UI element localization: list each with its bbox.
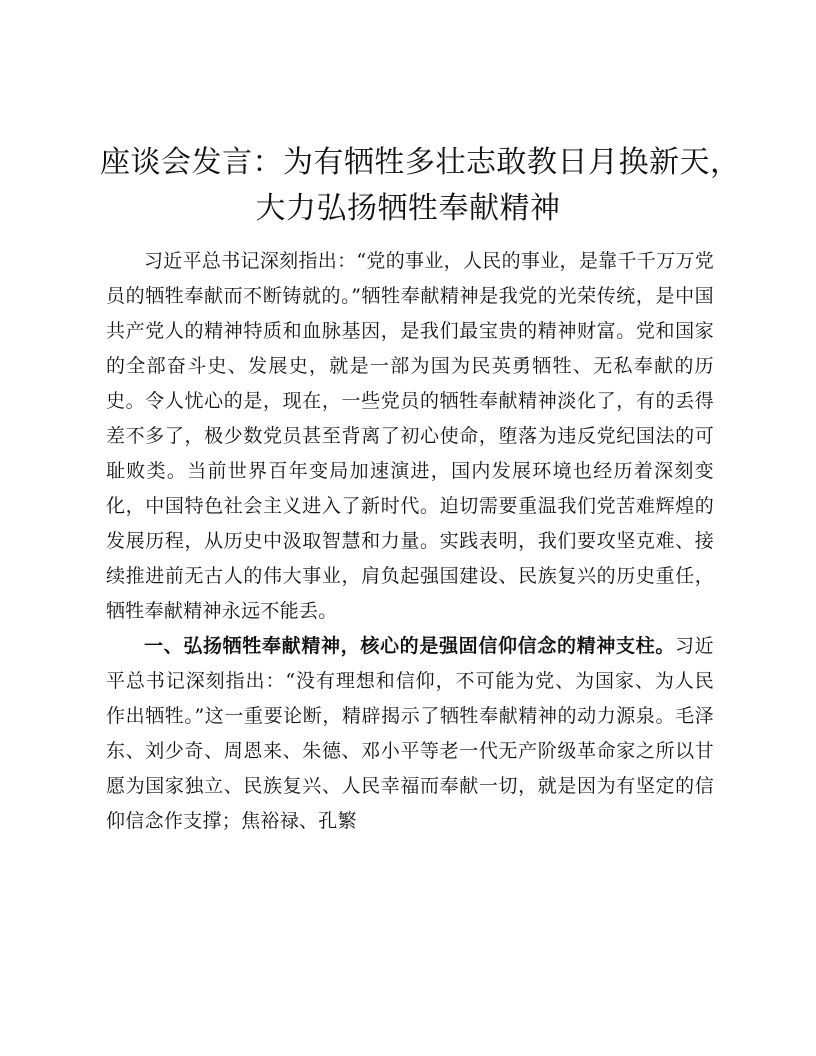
title-line-2: 大力弘扬牺牲奉献精神 [255,191,561,226]
section-1-heading: 一、弘扬牺牲奉献精神，核心的是强固信仰信念的精神支柱。 [144,635,676,657]
title-line-1: 座谈会发言：为有牺牲多壮志敢教日月换新天， [100,145,741,180]
intro-paragraph: 习近平总书记深刻指出：“党的事业，人民的事业，是靠千千万万党员的牺牲奉献而不断铸就的。”牺牲奉献精神是我党的光荣传统，是中国共产党人的精神特质和血脉基因，是我们最宝贵的精神财富。党和国家的全部奋斗史、发展史，就是一部为国为民英勇牺牲、无私奉献的历史。令人忧心的是，现在，一些党员的牺牲奉献精神淡化了，有的丢得差不多了，极少数党员甚至背离了初心使命，堕落为违反党纪国法的可耻败类。当前世界百年变局加速演进，国内发展环境也经历着深刻变化，中国特色社会主义进入了新时代。迫切需要重温我们党苦难辉煌的发展历程，从历史中汲取智慧和力量。实践表明，我们要攻坚克难、接续推进前无古人的伟大事业，肩负起强国建设、民族复兴的历史重任，牺牲奉献精神永远不能丢。 [106,250,714,622]
document-body [106,244,714,839]
document-title [100,140,741,232]
section-1-paragraph [106,629,714,839]
section-1-text: 习近平总书记深刻指出：“没有理想和信仰，不可能为党、为国家、为人民作出牺牲。”这一重要论断，精辟揭示了牺牲奉献精神的动力源泉。毛泽东、刘少奇、周恩来、朱德、邓小平等老一代无产阶级革命家之所以甘愿为国家独立、民族复兴、人民幸福而奉献一切，就是因为有坚定的信仰信念作支撑；焦裕禄、孔繁 [106,635,714,832]
